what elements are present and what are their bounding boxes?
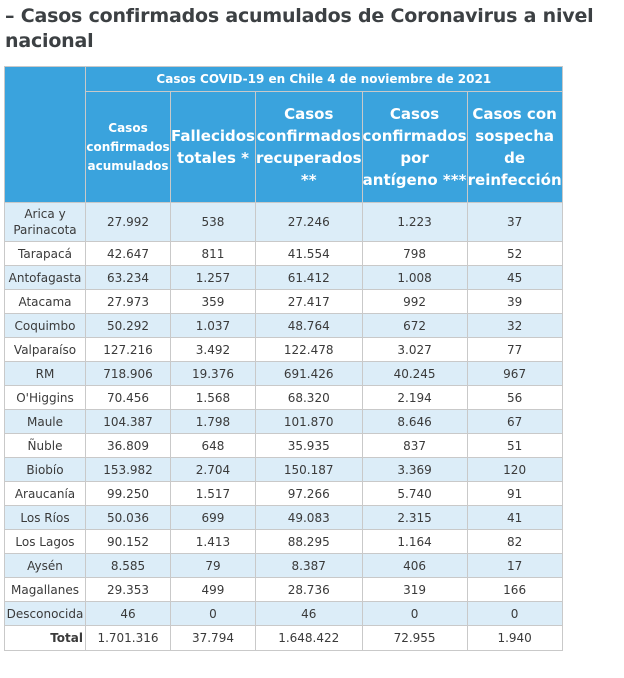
- table-row: [5, 290, 563, 314]
- value-cell: 68.320: [255, 386, 362, 410]
- region-name-cell: Coquimbo: [5, 314, 86, 338]
- value-cell: 39: [467, 290, 562, 314]
- value-cell: 166: [467, 578, 562, 602]
- value-cell: 837: [362, 434, 467, 458]
- value-cell: 699: [171, 506, 256, 530]
- value-cell: 52: [467, 242, 562, 266]
- table-row: [5, 266, 563, 290]
- value-cell: 499: [171, 578, 256, 602]
- table-row: [5, 554, 563, 578]
- table-row: [5, 338, 563, 362]
- value-cell: 1.164: [362, 530, 467, 554]
- value-cell: 63.234: [86, 266, 171, 290]
- value-cell: 2.315: [362, 506, 467, 530]
- total-value-cell: 1.701.316: [86, 626, 171, 651]
- value-cell: 40.245: [362, 362, 467, 386]
- table-caption: Casos COVID-19 en Chile 4 de noviembre de 2021: [86, 67, 563, 92]
- table-row: [5, 458, 563, 482]
- value-cell: 50.036: [86, 506, 171, 530]
- value-cell: 19.376: [171, 362, 256, 386]
- region-name-cell: Arica y Parinacota: [5, 203, 86, 242]
- region-name-cell: Araucanía: [5, 482, 86, 506]
- region-name-cell: Ñuble: [5, 434, 86, 458]
- value-cell: 3.492: [171, 338, 256, 362]
- value-cell: 41.554: [255, 242, 362, 266]
- value-cell: 46: [255, 602, 362, 626]
- value-cell: 101.870: [255, 410, 362, 434]
- table-body: [5, 203, 563, 651]
- value-cell: 70.456: [86, 386, 171, 410]
- region-name-cell: Los Lagos: [5, 530, 86, 554]
- value-cell: 82: [467, 530, 562, 554]
- value-cell: 48.764: [255, 314, 362, 338]
- value-cell: 1.008: [362, 266, 467, 290]
- value-cell: 17: [467, 554, 562, 578]
- value-cell: 120: [467, 458, 562, 482]
- value-cell: 3.369: [362, 458, 467, 482]
- value-cell: 41: [467, 506, 562, 530]
- value-cell: 8.585: [86, 554, 171, 578]
- table-row: [5, 506, 563, 530]
- table-row: [5, 410, 563, 434]
- value-cell: 1.568: [171, 386, 256, 410]
- value-cell: 3.027: [362, 338, 467, 362]
- value-cell: 1.413: [171, 530, 256, 554]
- table-row: [5, 530, 563, 554]
- region-name-cell: Valparaíso: [5, 338, 86, 362]
- table-row: [5, 578, 563, 602]
- region-name-cell: Los Ríos: [5, 506, 86, 530]
- value-cell: 32: [467, 314, 562, 338]
- value-cell: 967: [467, 362, 562, 386]
- value-cell: 127.216: [86, 338, 171, 362]
- value-cell: 37: [467, 203, 562, 242]
- value-cell: 42.647: [86, 242, 171, 266]
- header-confirmed-cumulative: Casos confirmados acumulados: [86, 92, 171, 203]
- value-cell: 27.246: [255, 203, 362, 242]
- region-name-cell: O'Higgins: [5, 386, 86, 410]
- value-cell: 811: [171, 242, 256, 266]
- value-cell: 150.187: [255, 458, 362, 482]
- table-row: [5, 386, 563, 410]
- value-cell: 29.353: [86, 578, 171, 602]
- region-name-cell: Antofagasta: [5, 266, 86, 290]
- value-cell: 79: [171, 554, 256, 578]
- value-cell: 45: [467, 266, 562, 290]
- value-cell: 27.973: [86, 290, 171, 314]
- total-value-cell: 72.955: [362, 626, 467, 651]
- value-cell: 1.037: [171, 314, 256, 338]
- header-corner-cell: [5, 67, 86, 203]
- region-name-cell: Desconocida: [5, 602, 86, 626]
- value-cell: 2.194: [362, 386, 467, 410]
- total-value-cell: 1.940: [467, 626, 562, 651]
- table-row: [5, 242, 563, 266]
- value-cell: 538: [171, 203, 256, 242]
- table-row: [5, 602, 563, 626]
- header-antigen: Casos confirmados por antígeno ***: [362, 92, 467, 203]
- table-row: [5, 482, 563, 506]
- value-cell: 88.295: [255, 530, 362, 554]
- value-cell: 90.152: [86, 530, 171, 554]
- value-cell: 99.250: [86, 482, 171, 506]
- header-reinfection: Casos con sospecha de reinfección: [467, 92, 562, 203]
- value-cell: 2.704: [171, 458, 256, 482]
- value-cell: 91: [467, 482, 562, 506]
- value-cell: 153.982: [86, 458, 171, 482]
- value-cell: 122.478: [255, 338, 362, 362]
- value-cell: 67: [467, 410, 562, 434]
- value-cell: 691.426: [255, 362, 362, 386]
- value-cell: 46: [86, 602, 171, 626]
- value-cell: 648: [171, 434, 256, 458]
- value-cell: 1.223: [362, 203, 467, 242]
- value-cell: 56: [467, 386, 562, 410]
- value-cell: 798: [362, 242, 467, 266]
- value-cell: 49.083: [255, 506, 362, 530]
- value-cell: 359: [171, 290, 256, 314]
- value-cell: 51: [467, 434, 562, 458]
- value-cell: 27.992: [86, 203, 171, 242]
- header-recovered: Casos confirmados recuperados **: [255, 92, 362, 203]
- value-cell: 1.517: [171, 482, 256, 506]
- table-row: [5, 362, 563, 386]
- value-cell: 5.740: [362, 482, 467, 506]
- value-cell: 1.798: [171, 410, 256, 434]
- value-cell: 406: [362, 554, 467, 578]
- table-row: [5, 203, 563, 242]
- region-name-cell: Atacama: [5, 290, 86, 314]
- region-name-cell: Magallanes: [5, 578, 86, 602]
- region-name-cell: RM: [5, 362, 86, 386]
- covid-cases-table: [4, 66, 563, 651]
- value-cell: 77: [467, 338, 562, 362]
- value-cell: 718.906: [86, 362, 171, 386]
- value-cell: 50.292: [86, 314, 171, 338]
- region-name-cell: Biobío: [5, 458, 86, 482]
- value-cell: 104.387: [86, 410, 171, 434]
- value-cell: 8.387: [255, 554, 362, 578]
- value-cell: 1.257: [171, 266, 256, 290]
- region-name-cell: Tarapacá: [5, 242, 86, 266]
- value-cell: 0: [467, 602, 562, 626]
- value-cell: 8.646: [362, 410, 467, 434]
- value-cell: 36.809: [86, 434, 171, 458]
- value-cell: 992: [362, 290, 467, 314]
- value-cell: 35.935: [255, 434, 362, 458]
- table-row: [5, 434, 563, 458]
- page-title: – Casos confirmados acumulados de Coronavirus a nivel nacional: [5, 5, 594, 52]
- table-row: [5, 314, 563, 338]
- value-cell: 97.266: [255, 482, 362, 506]
- value-cell: 61.412: [255, 266, 362, 290]
- value-cell: 672: [362, 314, 467, 338]
- total-row: [5, 626, 563, 651]
- total-label: Total: [5, 626, 86, 651]
- value-cell: 28.736: [255, 578, 362, 602]
- value-cell: 319: [362, 578, 467, 602]
- value-cell: 0: [171, 602, 256, 626]
- total-value-cell: 37.794: [171, 626, 256, 651]
- total-value-cell: 1.648.422: [255, 626, 362, 651]
- header-deaths-total: Fallecidos totales *: [171, 92, 256, 203]
- value-cell: 27.417: [255, 290, 362, 314]
- value-cell: 0: [362, 602, 467, 626]
- region-name-cell: Aysén: [5, 554, 86, 578]
- region-name-cell: Maule: [5, 410, 86, 434]
